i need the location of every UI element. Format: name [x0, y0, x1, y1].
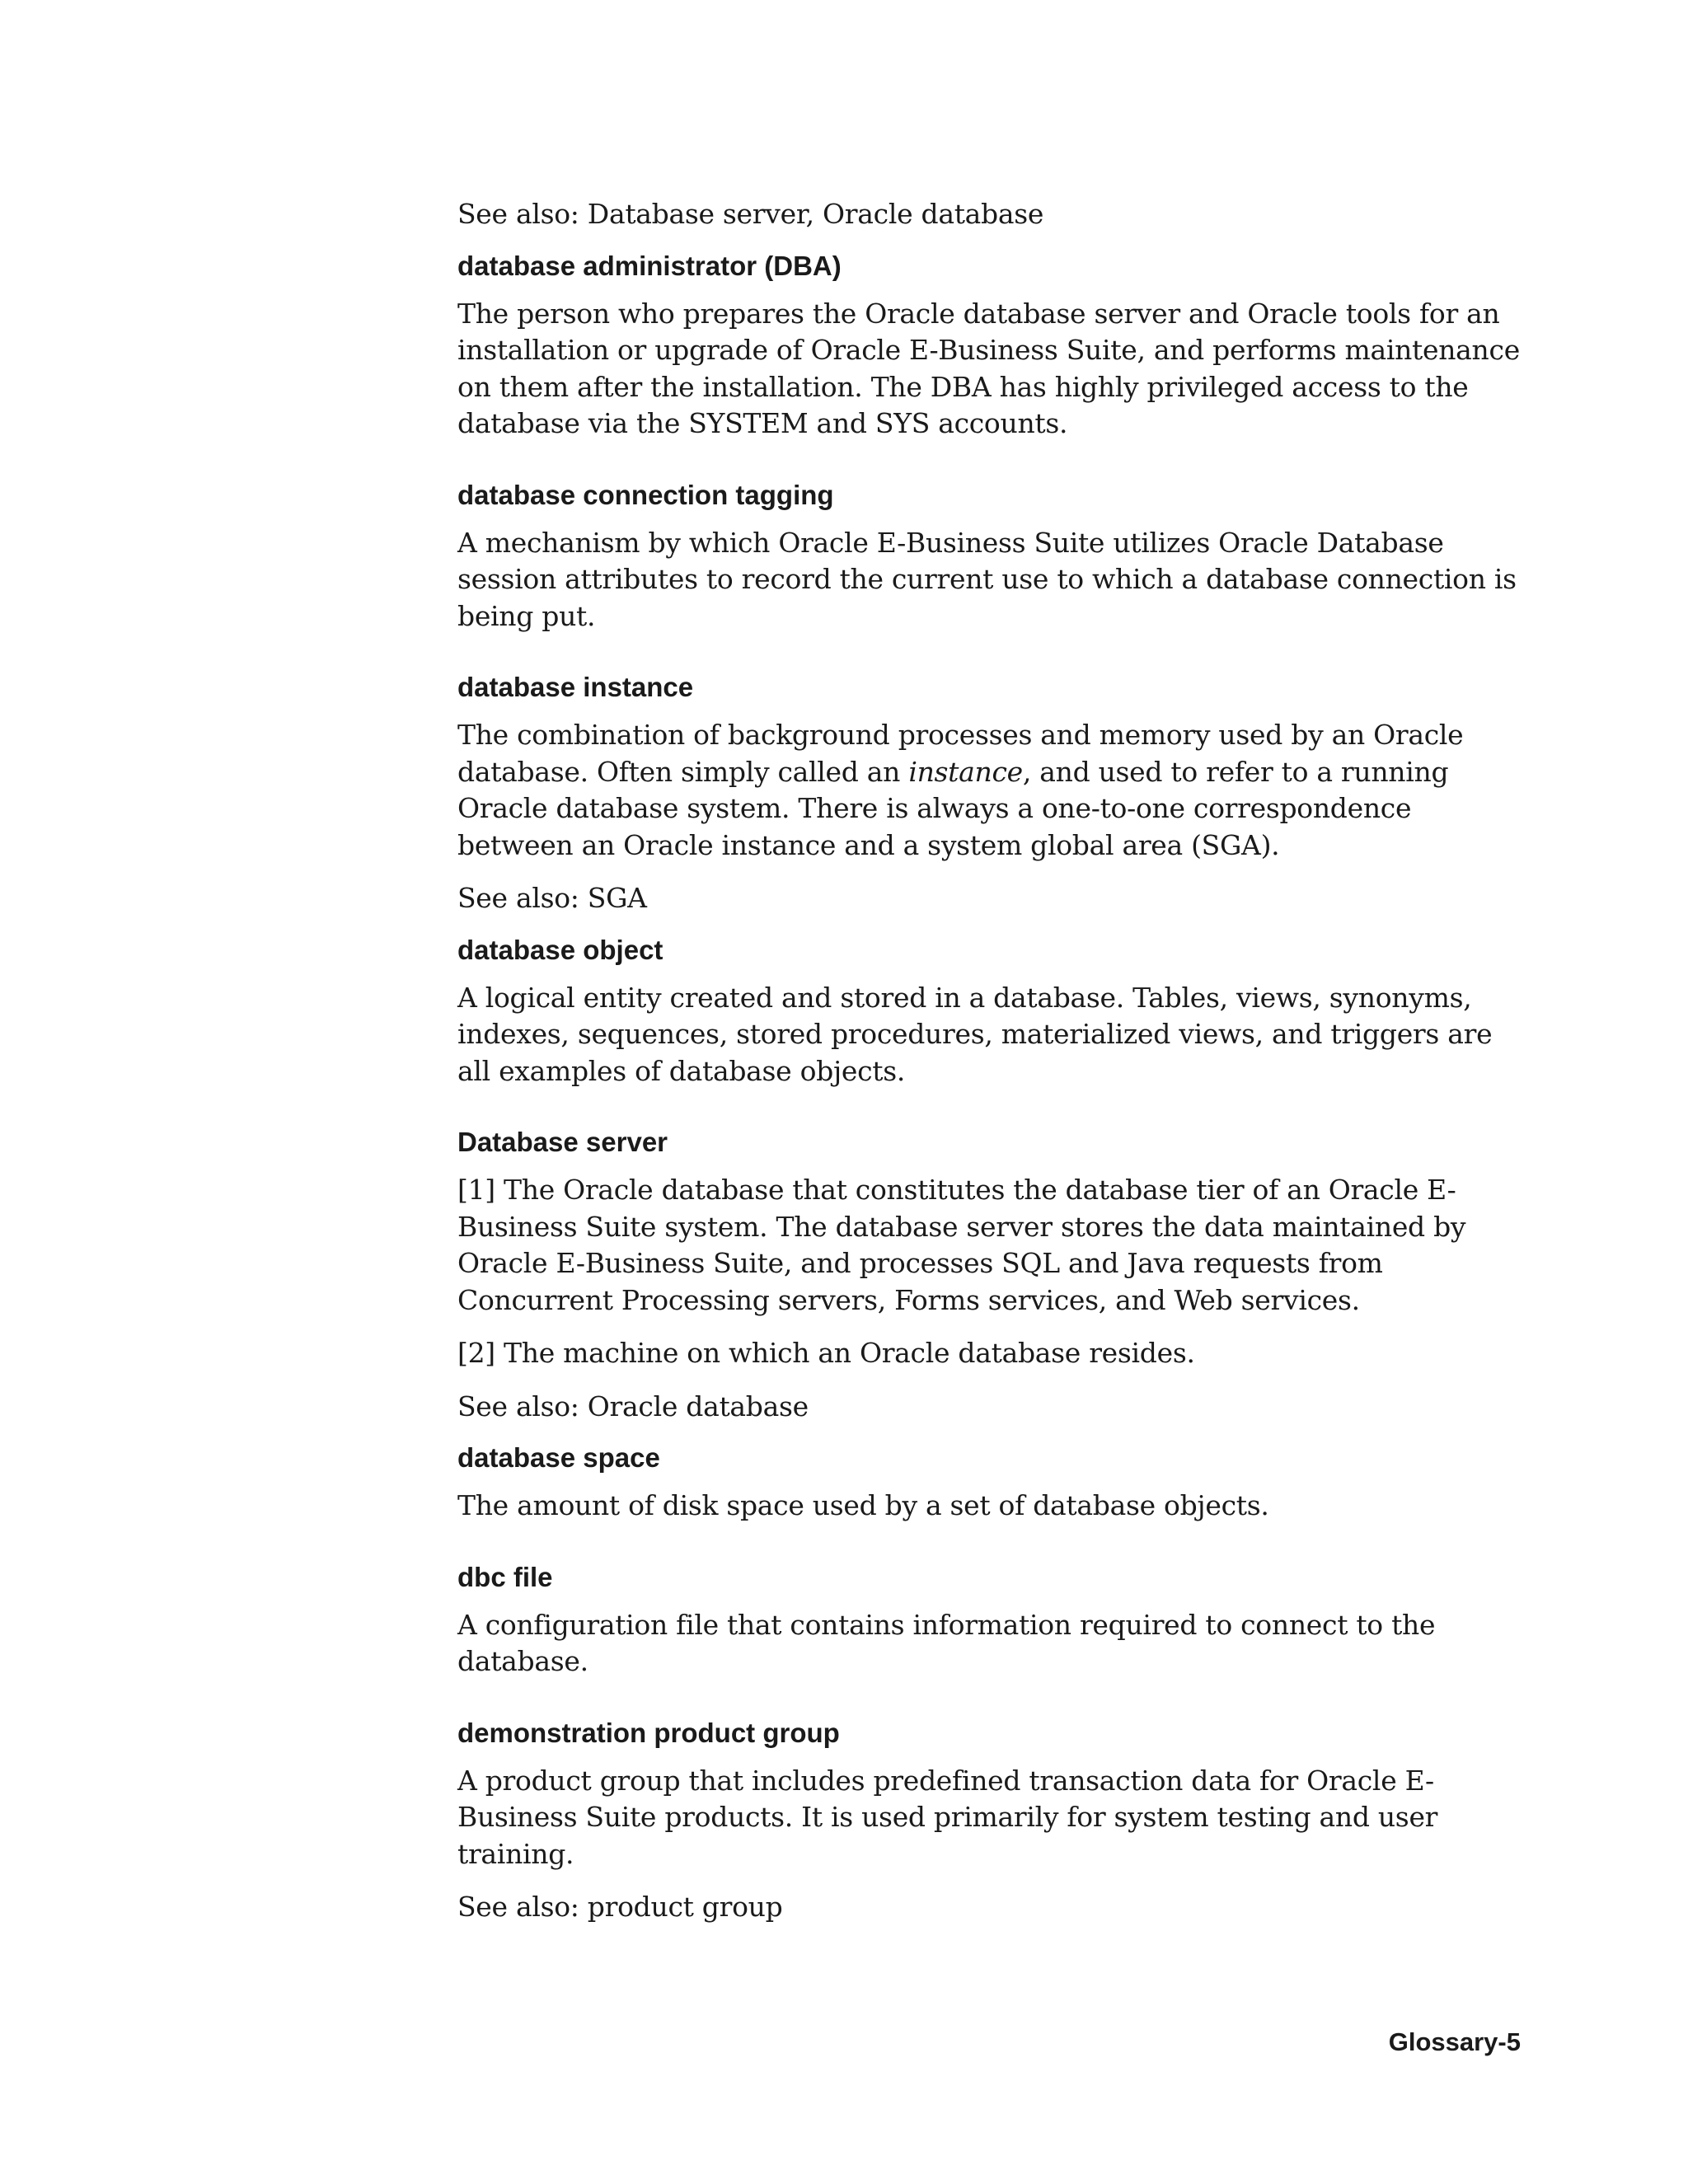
- glossary-entry-database-instance: [457, 671, 1529, 917]
- glossary-term: database administrator (DBA): [457, 250, 842, 281]
- see-also: See also: Oracle database: [457, 1390, 809, 1422]
- glossary-term: database connection tagging: [457, 479, 834, 510]
- glossary-definition: The person who prepares the Oracle database server and Oracle tools for an installation or upgrade of Oracle E-Business Suite, and performs maintenance on them after the installation. The DBA has highly privileged access to the database via the SYSTEM and SYS accounts.: [457, 297, 1520, 439]
- page-number: Glossary-5: [1388, 2027, 1521, 2056]
- see-also-intro: See also: Database server, Oracle database: [457, 198, 1044, 230]
- glossary-entry-dba: [457, 250, 1529, 443]
- definition-text: The combination of background processes and memory used by an Oracle database. Often simply called an: [457, 719, 1464, 788]
- glossary-term: dbc file: [457, 1561, 553, 1592]
- glossary-definition: A mechanism by which Oracle E-Business Suite utilizes Oracle Database session attributes to record the current use to which a database connection is being put.: [457, 526, 1517, 632]
- see-also: See also: product group: [457, 1891, 783, 1923]
- glossary-definition: [457, 717, 1529, 864]
- glossary-term: database object: [457, 934, 663, 965]
- glossary-entry-database-space: [457, 1441, 1529, 1525]
- glossary-entry-dbc-file: [457, 1561, 1529, 1680]
- italic-term: instance: [908, 755, 1023, 788]
- glossary-definition: [1] The Oracle database that constitutes the database tier of an Oracle E-Business Suite system. The database server stores the data maintained by Oracle E-Business Suite, and processes SQL and Java requests from Concurrent Processing servers, Forms services, and Web services.: [457, 1174, 1466, 1316]
- definition-text: , and used to refer to a running Oracle database system. There is always a one-to-one correspondence between an Oracle instance and a system global area (SGA).: [457, 755, 1449, 861]
- glossary-definition: A logical entity created and stored in a database. Tables, views, synonyms, indexes, sequences, stored procedures, materialized views, and triggers are all examples of database objects.: [457, 981, 1493, 1087]
- glossary-term: database space: [457, 1442, 660, 1473]
- glossary-definition: [2] The machine on which an Oracle database resides.: [457, 1337, 1195, 1369]
- glossary-definition: The amount of disk space used by a set of database objects.: [457, 1489, 1269, 1521]
- glossary-entry-database-server: [457, 1126, 1529, 1425]
- glossary-term: Database server: [457, 1127, 668, 1157]
- glossary-entry-database-object: [457, 934, 1529, 1090]
- glossary-entry-connection-tagging: [457, 479, 1529, 635]
- glossary-term: database instance: [457, 672, 694, 702]
- glossary-definition: A configuration file that contains information required to connect to the database.: [457, 1608, 1436, 1677]
- glossary-definition: A product group that includes predefined transaction data for Oracle E-Business Suite products. It is used primarily for system testing and user training.: [457, 1764, 1438, 1870]
- glossary-page-body: [457, 196, 1529, 1926]
- glossary-term: demonstration product group: [457, 1717, 840, 1748]
- glossary-entry-demonstration-product-group: [457, 1717, 1529, 1926]
- see-also: See also: SGA: [457, 882, 647, 914]
